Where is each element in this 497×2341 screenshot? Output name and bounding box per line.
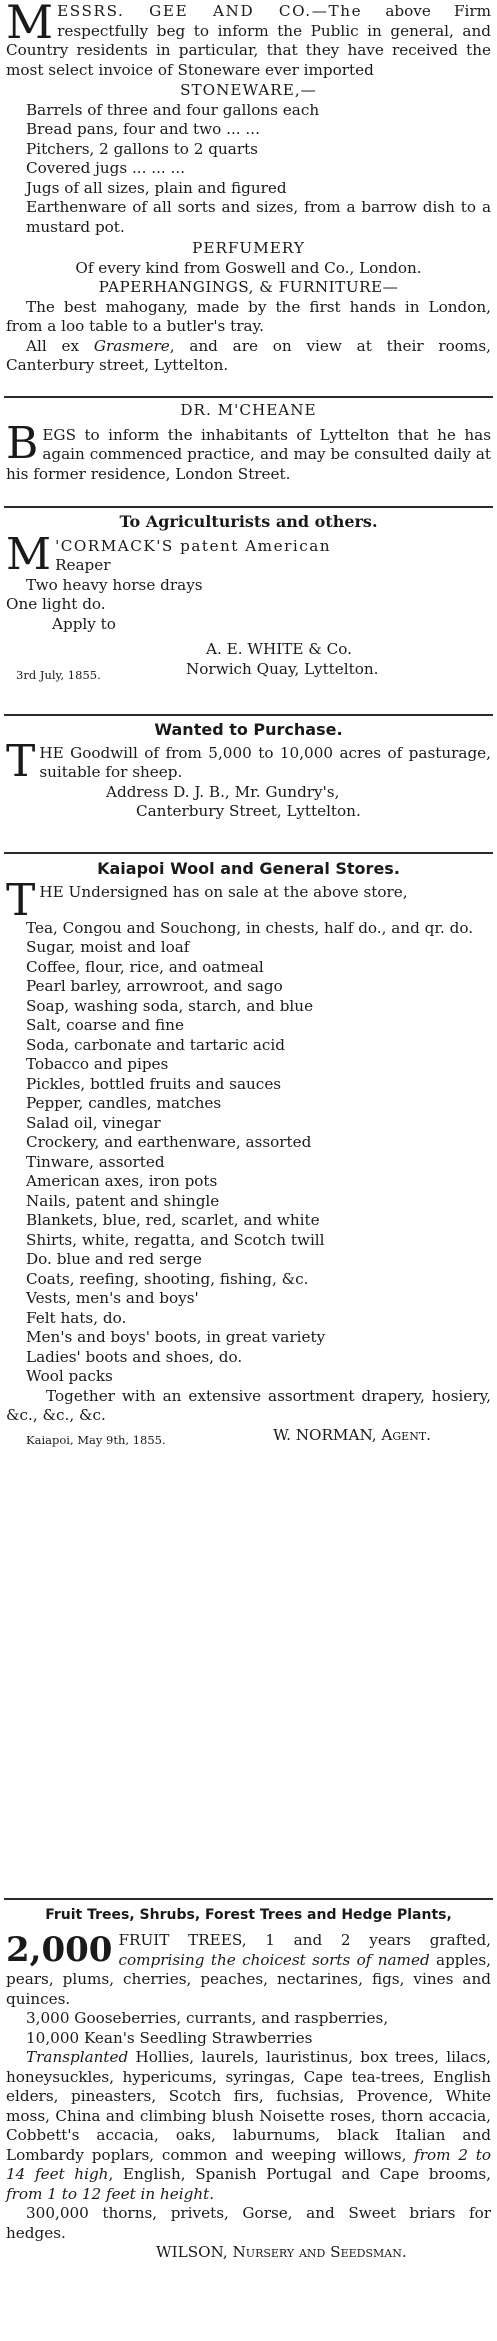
- stoneware-item: Jugs of all sizes, plain and figured: [26, 178, 287, 197]
- kaiapoi-item: Ladies' boots and shoes, do.: [26, 1347, 243, 1366]
- mccormack-date: 3rd July, 1855.: [16, 667, 101, 682]
- stoneware-last: Earthenware of all sorts and sizes, from a barrow dish to a mustard pot.: [26, 198, 491, 236]
- kaiapoi-footer: [6, 1426, 491, 1448]
- view-text-a: All ex: [26, 336, 94, 355]
- wilson-trans-text2: , English, Spanish Portugal and Cape brooms,: [108, 2165, 491, 2183]
- stoneware-heading: STONEWARE,—: [180, 81, 317, 99]
- kaiapoi-heading: Kaiapoi Wool and General Stores.: [97, 859, 400, 878]
- mcheane-body: [6, 426, 491, 485]
- kaiapoi-item: Blankets, blue, red, scarlet, and white: [26, 1211, 320, 1229]
- kaiapoi-item: Tobacco and pipes: [26, 1055, 169, 1073]
- stoneware-list: [6, 101, 491, 199]
- mccormack-line3: Two heavy horse drays: [26, 575, 203, 594]
- gee-opening-line1: ESSRS. GEE AND CO.—The: [57, 2, 363, 20]
- kaiapoi-first-item: Tea, Congou and Souchong, in chests, half do., and qr. do.: [26, 918, 474, 937]
- kaiapoi-item: Vests, men's and boys': [26, 1289, 199, 1307]
- kaiapoi-item: Coffee, flour, rice, and oatmeal: [26, 957, 264, 976]
- kaiapoi-sig: W. NORMAN, Agent.: [273, 1425, 431, 1444]
- kaiapoi-item: Tinware, assorted: [26, 1152, 165, 1171]
- kaiapoi-item: Men's and boys' boots, in great variety: [26, 1328, 326, 1346]
- kaiapoi-together: Together with an extensive assortment drapery, hosiery, &c., &c., &c.: [6, 1386, 491, 1424]
- mccormack-heading: To Agriculturists and others.: [119, 512, 378, 531]
- wanted-heading: Wanted to Purchase.: [154, 720, 343, 739]
- kaiapoi-item: Felt hats, do.: [26, 1308, 127, 1327]
- wilson-goose: 3,000 Gooseberries, currants, and raspberries,: [26, 2009, 389, 2027]
- mccormack-drop-cap: M: [6, 536, 52, 576]
- stoneware-item: Bread pans, four and two ... ...: [26, 120, 260, 138]
- kaiapoi-item: Crockery, and earthenware, assorted: [26, 1133, 312, 1151]
- gee-opening-body: above Firm respectfully beg to inform the Public in general, and Country residents in particular, that they have received the most select invoice of Stoneware ever imported: [6, 2, 491, 79]
- wilson-trans-ital: Transplanted: [26, 2048, 129, 2066]
- wilson-trans-ital2: from 2 to 14 feet high: [6, 2145, 491, 2183]
- stoneware-item: Barrels of three and four gallons each: [26, 100, 320, 119]
- wanted-address2: Canterbury Street, Lyttelton.: [136, 802, 361, 820]
- wilson-fruit-b: apples, pears, plums, cherries, peaches, nectarines, figs, vines and quinces.: [6, 1950, 491, 2008]
- stoneware-item: Covered jugs ... ... ...: [26, 159, 186, 177]
- kaiapoi-date: Kaiapoi, May 9th, 1855.: [26, 1432, 166, 1447]
- mccormack-advertisement: [6, 512, 491, 682]
- gee-drop-cap: M: [6, 2, 54, 49]
- wilson-fruit: [6, 1931, 491, 2009]
- wanted-address1: Address D. J. B., Mr. Gundry's,: [106, 782, 340, 801]
- divider: [4, 396, 493, 398]
- wilson-trans-ital3: from 1 to 12 feet in height.: [6, 2184, 215, 2203]
- gee-advertisement: [6, 2, 491, 376]
- kaiapoi-items: [6, 938, 491, 1387]
- mccormack-sig2: Norwich Quay, Lyttelton.: [186, 659, 379, 678]
- wilson-fruit-ital: comprising the choicest sorts of named: [118, 1950, 430, 1969]
- wilson-transplanted: [6, 2048, 491, 2204]
- paperhangings-text: The best mahogany, made by the first hands in London, from a loo table to a butler's tray.: [6, 297, 491, 335]
- perfumery-text: Of every kind from Goswell and Co., London.: [75, 258, 422, 277]
- kaiapoi-item: Salt, coarse and fine: [26, 1016, 184, 1034]
- kaiapoi-item: Soap, washing soda, starch, and blue: [26, 996, 314, 1015]
- kaiapoi-item: Shirts, white, regatta, and Scotch twill: [26, 1230, 325, 1249]
- wanted-body: [6, 744, 491, 783]
- divider: [4, 1898, 493, 1900]
- divider: [4, 852, 493, 854]
- view-text-b: , and are on view at their rooms, Canterbury street, Lyttelton.: [6, 336, 491, 374]
- mcheane-drop-cap: B: [6, 425, 39, 469]
- wilson-fruit-a: FRUIT TREES, 1 and 2 years grafted,: [118, 1931, 491, 1949]
- perfumery-heading: PERFUMERY: [192, 239, 305, 257]
- kaiapoi-intro: [6, 883, 491, 919]
- kaiapoi-item: Sugar, moist and loaf: [26, 938, 190, 956]
- wilson-big-number: 2,000: [6, 1930, 113, 1970]
- kaiapoi-item: Soda, carbonate and tartaric acid: [26, 1035, 285, 1054]
- wanted-text: HE Goodwill of from 5,000 to 10,000 acres of pasturage, suitable for sheep.: [39, 743, 491, 781]
- mccormack-sig1: A. E. WHITE & Co.: [206, 640, 352, 658]
- kaiapoi-item: Pepper, candles, matches: [26, 1094, 222, 1112]
- paperhangings-heading: PAPERHANGINGS, & FURNITURE—: [98, 278, 399, 296]
- mccormack-line5: Apply to: [52, 614, 116, 633]
- stoneware-item: Pitchers, 2 gallons to 2 quarts: [26, 139, 258, 158]
- kaiapoi-item: Nails, patent and shingle: [26, 1191, 220, 1210]
- gee-opening: [6, 2, 491, 80]
- kaiapoi-item: American axes, iron pots: [26, 1172, 218, 1190]
- divider: [4, 506, 493, 508]
- kaiapoi-item: Do. blue and red serge: [26, 1250, 202, 1268]
- kaiapoi-drop-cap: T: [6, 882, 36, 919]
- mccormack-body: [6, 537, 491, 576]
- wilson-keans: 10,000 Kean's Seedling Strawberries: [26, 2028, 313, 2047]
- ship-name: Grasmere: [93, 336, 170, 355]
- kaiapoi-item: Coats, reefing, shooting, fishing, &c.: [26, 1269, 309, 1288]
- mcheane-advertisement: [6, 401, 491, 484]
- kaiapoi-item: Pickles, bottled fruits and sauces: [26, 1074, 282, 1093]
- mccormack-line4: One light do.: [6, 595, 106, 613]
- wanted-advertisement: [6, 720, 491, 822]
- kaiapoi-intro-text: HE Undersigned has on sale at the above store,: [39, 882, 408, 901]
- paperhangings-view: [6, 337, 491, 376]
- mccormack-date-row: [6, 660, 491, 680]
- kaiapoi-item: Pearl barley, arrowroot, and sago: [26, 977, 283, 995]
- mcheane-text: EGS to inform the inhabitants of Lyttelton that he has again commenced practice, and may be consulted daily at his former residence, London Street.: [6, 425, 491, 483]
- wanted-drop-cap: T: [6, 743, 36, 783]
- kaiapoi-item: Salad oil, vinegar: [26, 1113, 161, 1132]
- wilson-heading: Fruit Trees, Shrubs, Forest Trees and Hedge Plants,: [45, 1907, 452, 1923]
- divider: [4, 714, 493, 716]
- mcheane-heading: DR. M'CHEANE: [180, 401, 317, 419]
- mccormack-line2: Reaper: [55, 556, 111, 574]
- mccormack-line1: 'CORMACK'S patent American: [55, 536, 332, 555]
- kaiapoi-advertisement: [6, 859, 491, 1448]
- wilson-trans-text: Hollies, laurels, lauristinus, box trees, lilacs, honeysuckles, hypericums, syringas, Cape tea-trees, English elders, pineasters, Scotch firs, fuchsias, Provence, White moss, China and climbing blush Noisette roses, thorn accacia, Cobbett's accacia, oaks, laburnums, black Italian and Lombardy poplars, common and weeping willows,: [6, 2048, 491, 2164]
- wilson-thorns: 300,000 thorns, privets, Gorse, and Sweet briars for hedges.: [6, 2204, 491, 2242]
- wilson-sig: WILSON, Nursery and Seedsman.: [156, 2243, 407, 2261]
- wilson-advertisement: [6, 1906, 491, 2263]
- kaiapoi-item: Wool packs: [26, 1367, 113, 1385]
